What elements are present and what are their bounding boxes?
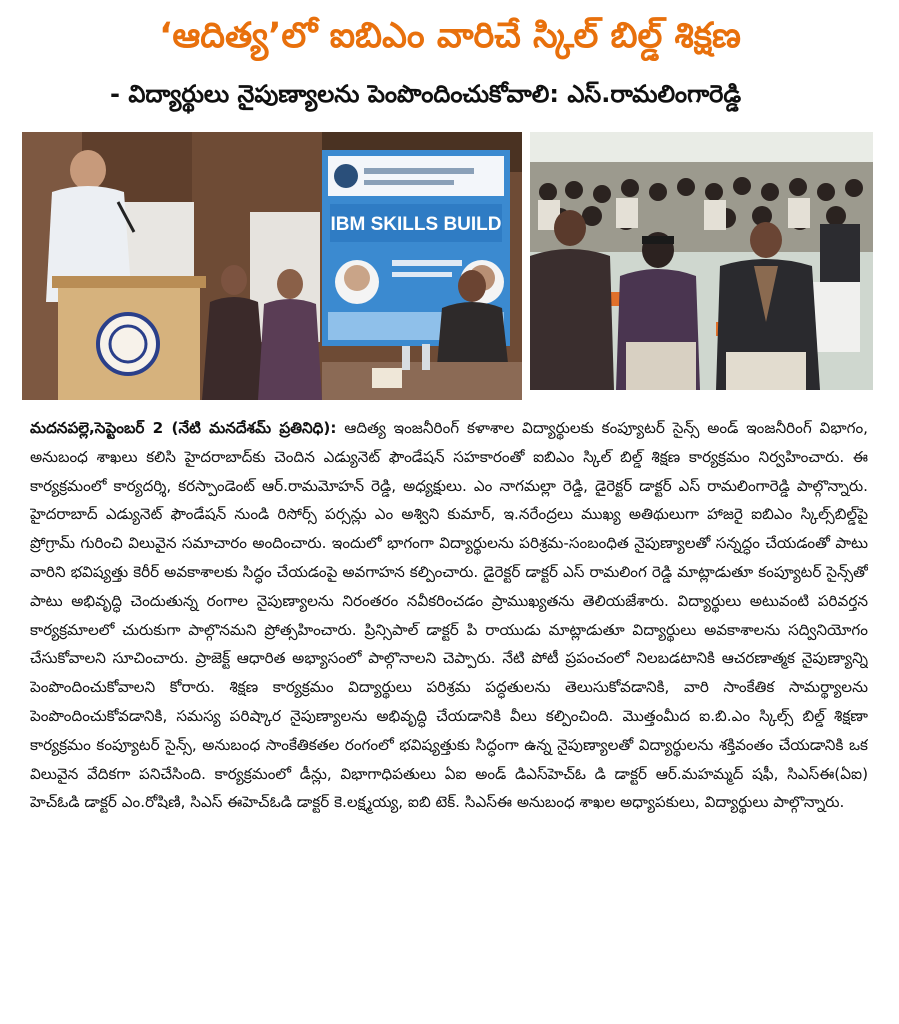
headline: ‘ఆదిత్య’లో ఐబిఎం వారిచే స్కిల్ బిల్డ్ శిక్షణ: [159, 16, 741, 56]
audience-photo-drawing: [530, 132, 873, 390]
article-text: ఆదిత్య ఇంజనీరింగ్ కళాశాల విద్యార్థులకు కంప్యూటర్ సైన్స్ అండ్ ఇంజనీరింగ్ విభాగం, అనుబంధ శాఖలు కలిసి హైదరాబాద్‌కు చెందిన ఎడ్యునెట్ ఫౌండేషన్ సహకారంతో ఐబిఎం స్కిల్ బిల్డ్ శిక్షణ కార్యక్రమం నిర్వహించారు. ఈ కార్యక్రమంలో కార్యదర్శి, కరస్పాండెంట్ ఆర్.రామమోహన్ రెడ్డి, అధ్యక్షులు. ఎం నాగమల్లా రెడ్డి, డైరెక్టర్ డాక్టర్ ఎస్ రామలింగారెడ్డి పాల్గొన్నారు. హైదరాబాద్ ఎడ్యునెట్ ఫౌండేషన్ నుండి రిసోర్స్ పర్సన్లు ఎం అశ్విని కుమార్, ఇ.నరేంద్రలు ముఖ్య అతిథులుగా హాజరై ఐబిఎం స్కిల్స్‌బిల్డ్‌పై ప్రోగ్రామ్ గురించి విలువైన సమాచారం అందించారు. ఇందులో భాగంగా విద్యార్థులను పరిశ్రమ-సంబంధిత నైపుణ్యాలతో సన్నద్ధం చేయడంతో పాటు వారిని భవిష్యత్తు కెరీర్ అవకాశాలకు సిద్ధం చేయడంపై అవగాహన కల్పించారు. డైరెక్టర్ డాక్టర్ ఎస్ రామలింగ రెడ్డి మాట్లాడుతూ కంప్యూటర్ సైన్స్‌తో పాటు అభివృద్ధి చెందుతున్న రంగాల నైపుణ్యాలను నిరంతరం నవీకరించడం ప్రాముఖ్యతను తెలియజేశారు. విద్యార్థులు అటువంటి పరివర్తన కార్యక్రమాలలో చురుకుగా పాల్గొనమని ప్రోత్సహించారు. ప్రిన్సిపాల్ డాక్టర్ పి రాయుడు మాట్లాడుతూ విద్యార్థులు అవకాశాలను సద్వినియోగం చేసుకోవాలని సూచించారు. ప్రాజెక్ట్ ఆధారిత అభ్యాసంలో పాల్గొనాలని చెప్పారు. నేటి పోటీ ప్రపంచంలో నిలబడటానికి ఆచరణాత్మక నైపుణ్యాన్ని పెంపొందించుకోవాలని కోరారు. శిక్షణ కార్యక్రమం విద్యార్థులు పరిశ్రమ పద్ధతులను తెలుసుకోవడానికి, వారి సాంకేతిక సామర్థ్యాలను పెంపొందించుకోవడానికి, సమస్య పరిష్కార నైపుణ్యాలను అభివృద్ధి చేయడానికి వీలు కల్పించింది. మొత్తంమీద ఐ.బి.ఎం స్కిల్స్ బిల్డ్ శిక్షణా కార్యక్రమం కంప్యూటర్ సైన్స్, అనుబంధ సాంకేతికతల రంగంలో భవిష్యత్తుకు సిద్ధంగా ఉన్న నైపుణ్యాలతో విద్యార్థులను శక్తివంతం చేయడానికి ఒక విలువైన వేదికగా పనిచేసింది. కార్యక్రమంలో డీన్లు, విభాగాధిపతులు ఏఐ అండ్ డిఎస్‌హెచ్ఓ డి డాక్టర్ ఆర్.మహమ్మద్ షఫీ, సిఎస్ఈ(ఏఐ) హెచ్ఓడి డాక్టర్ ఎం.రోషిణి, సిఎస్ ఈహెచ్ఓడి డాక్టర్ కె.లక్ష్మయ్య, ఐబి టెక్. సిఎస్ఈ అనుబంధ శాఖల అధ్యాపకులు, విద్యార్థులు పాల్గొన్నారు.: [30, 419, 868, 812]
event-stage-photo: [22, 132, 522, 400]
stage-photo-drawing: [22, 132, 522, 400]
article-body: [30, 414, 868, 1014]
banner-title: IBM SKILLS BUILD: [330, 214, 502, 235]
dateline: మదనపల్లె,సెప్టెంబర్ 2 (నేటి మనదేశమ్ ప్రతినిధి):: [30, 419, 337, 437]
subheadline: - విద్యార్థులు నైపుణ్యాలను పెంపొందించుకోవాలి: ఎస్.రామలింగారెడ్డి: [110, 80, 742, 108]
audience-photo: [530, 132, 873, 390]
